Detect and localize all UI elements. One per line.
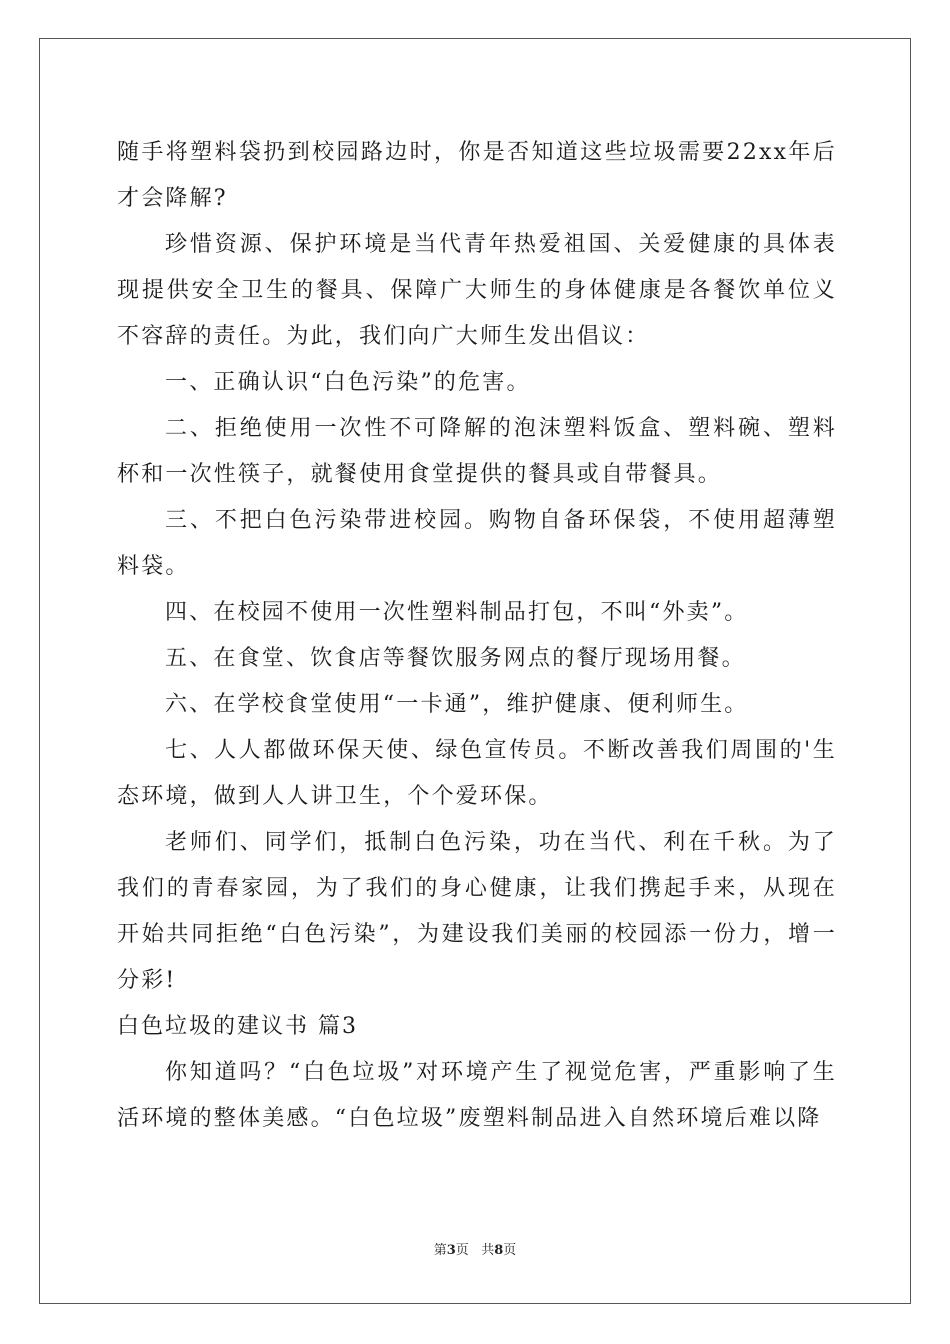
section-heading: 白色垃圾的建议书 篇3 bbox=[117, 1014, 358, 1039]
footer-page-number: 3 bbox=[446, 1243, 456, 1258]
paragraph-9: 七、人人都做环保天使、绿色宣传员。不断改善我们周围的'生态环境，做到人人讲卫生，个个爱环保。 bbox=[117, 738, 837, 809]
paragraph-3: 一、正确认识“白色污染”的危害。 bbox=[165, 370, 531, 395]
paragraph-10: 老师们、同学们，抵制白色污染，功在当代、利在千秋。为了我们的青春家园，为了我们的身心健康，让我们携起手来，从现在开始共同拒绝“白色污染”，为建设我们美丽的校园添一份力，增一分彩! bbox=[117, 830, 837, 993]
footer-total-prefix: 共 bbox=[481, 1243, 495, 1258]
footer-total-pages: 8 bbox=[494, 1243, 504, 1258]
footer-page-prefix: 第 bbox=[433, 1243, 447, 1258]
paragraph-8: 六、在学校食堂使用“一卡通”，维护健康、便利师生。 bbox=[165, 692, 749, 717]
paragraph-12: 你知道吗？“白色垃圾”对环境产生了视觉危害，严重影响了生活环境的整体美感。“白色垃圾”废塑料制品进入自然环境后难以降 bbox=[117, 1060, 837, 1131]
paragraph-6: 四、在校园不使用一次性塑料制品打包，不叫“外卖”。 bbox=[165, 600, 749, 625]
paragraph-1: 随手将塑料袋扔到校园路边时，你是否知道这些垃圾需要22xx年后才会降解? bbox=[117, 140, 837, 211]
paragraph-4: 二、拒绝使用一次性不可降解的泡沫塑料饭盒、塑料碗、塑料杯和一次性筷子，就餐使用食堂提供的餐具或自带餐具。 bbox=[117, 416, 837, 487]
document-body bbox=[117, 130, 837, 1142]
paragraph-2: 珍惜资源、保护环境是当代青年热爱祖国、关爱健康的具体表现提供安全卫生的餐具、保障广大师生的身体健康是各餐饮单位义不容辞的责任。为此，我们向广大师生发出倡议： bbox=[117, 232, 837, 349]
page-footer bbox=[0, 1243, 950, 1259]
footer-page-suffix: 页 bbox=[455, 1243, 469, 1258]
footer-total-suffix: 页 bbox=[503, 1243, 517, 1258]
paragraph-7: 五、在食堂、饮食店等餐饮服务网点的餐厅现场用餐。 bbox=[165, 646, 746, 671]
paragraph-5: 三、不把白色污染带进校园。购物自备环保袋，不使用超薄塑料袋。 bbox=[117, 508, 837, 579]
